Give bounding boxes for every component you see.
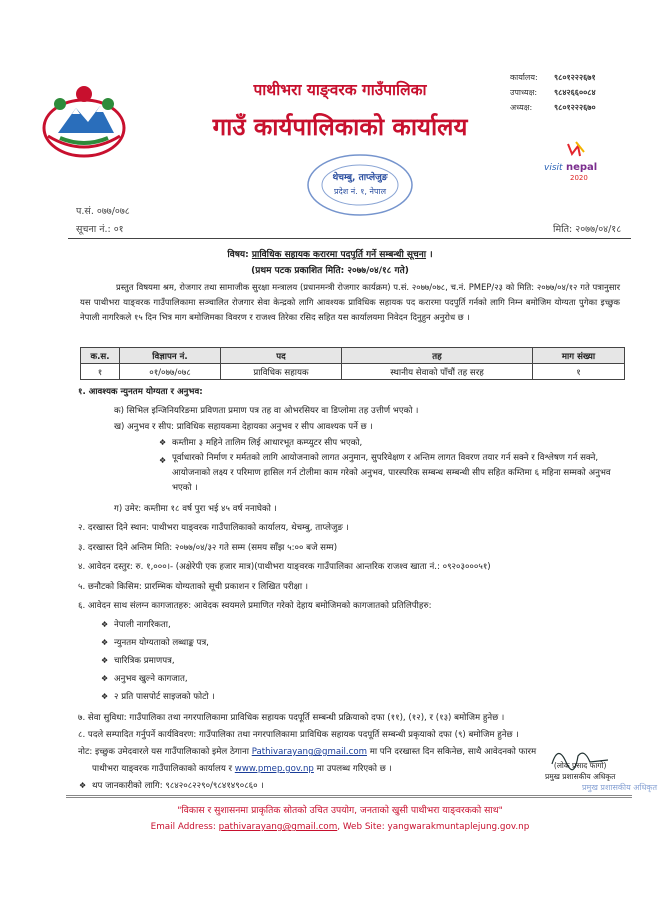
qualification-c: ग) उमेर: कम्तीमा १८ वर्ष पुरा भई ४५ वर्ष ननाघेको ।: [114, 504, 277, 514]
notice-number: सूचना नं.: ०१: [76, 224, 124, 235]
footer-contact: Email Address: pathivarayang@gmail.com, Web Site: yangwarakmuntaplejung.gov.np: [150, 822, 530, 832]
table-header: पद: [221, 348, 342, 364]
notice-date: मिति: २०७७/०४/१८: [553, 224, 622, 235]
notice-subject: विषय: प्राविधिक सहायक करारमा पदपुर्ति गर्ने सम्बन्धी सूचना ।: [227, 250, 433, 260]
website-link[interactable]: www.pmep.gov.np: [234, 764, 314, 774]
footer-website-link[interactable]: yangwarakmuntaplejung.gov.np: [387, 822, 530, 832]
signatory: [545, 760, 615, 782]
table-row: [81, 364, 625, 380]
service-benefits: ७. सेवा सुविधा: गाउँपालिका तथा नगरपालिकामा प्राविधिक सहायक पदपूर्ति सम्बन्धी प्रक्रियाको दफा (११), (१२), र (१३) बमोजिम हुनेछ ।: [78, 713, 505, 723]
footer-slogan: "विकास र सुशासनमा प्राकृतिक स्रोतको उचित उपयोग, जनताको खुसी पाथीभरा याङ्वरकको साथ": [177, 805, 503, 816]
diamond-bullet-icon: ❖: [101, 620, 109, 629]
job-description: ८. पदले सम्पादित गर्नुपर्ने कार्यविवरण: गाउँपालिका तथा नगरपालिकामा प्राविधिक सहायक पदपूर्ति सम्बन्धी प्रकृयाको दफा (९) बमोजिम हुनेछ ।: [78, 730, 519, 740]
office-stamp-icon: [300, 150, 420, 220]
svg-text:2020: 2020: [570, 174, 588, 182]
footer-divider: [66, 795, 632, 798]
diamond-bullet-icon: ❖: [101, 674, 109, 683]
table-cell: प्राविधिक सहायक: [221, 364, 342, 380]
table-header: क.स.: [81, 348, 120, 364]
diamond-bullet-icon: ❖: [101, 692, 109, 701]
qualification-a: क) सिभिल इन्जिनियरिङमा प्रविणता प्रमाण पत्र तह वा ओभरसियर वा डिप्लोमा तह उत्तीर्ण भएको ।: [114, 406, 419, 416]
selection-method: ५. छनौटको किसिम: प्रारम्भिक योग्यताको सूची प्रकाशन र लिखित परीक्षा ।: [78, 582, 309, 592]
table-cell: १: [81, 364, 120, 380]
email-link[interactable]: Pathivarayang@gmail.com: [251, 747, 367, 757]
list-item: ❖ चारित्रिक प्रमाणपत्र,: [101, 656, 175, 666]
fiscal-year: प.सं. ०७७/०७८: [76, 206, 130, 217]
publish-date-line: (प्रथम पटक प्रकाशित मिति: २०७७/०४/१८ गते): [251, 266, 409, 276]
svg-text:प्रदेश नं. १, नेपाल: प्रदेश नं. १, नेपाल: [333, 187, 387, 196]
qualification-title: १. आवश्यक न्युनतम योग्यता र अनुभव:: [78, 387, 203, 397]
table-cell: ०१/०७७/०७८: [120, 364, 221, 380]
diamond-bullet-icon: ❖: [159, 438, 167, 447]
application-fee: ४. आवेदन दस्तुर: रु. १,०००।- (अक्षेरेपी एक हजार मात्र)(पाथीभरा याङ्वरक गाउँपालिका आन्तरिक राजश्व खाता नं.: ०९२०३०००५१): [78, 562, 491, 572]
svg-text:थेचम्बु, ताप्लेजुङ: थेचम्बु, ताप्लेजुङ: [332, 173, 388, 183]
footer-stamp: प्रमुख प्रशासकीय अधिकृत: [582, 783, 658, 792]
list-item: ❖ पूर्वाधारको निर्माण र मर्मतको लागि आयोजनाको लागत अनुमान, सुपरिवेक्षण र अन्तिम लागत विवरण तयार गर्न सक्ने र विश्लेषण गर्न सक्ने, आयोजनाको लक्ष्य र परिमाण हासिल गर्न टोलीमा काम गरेको अनुभव, पारस्परिक सम्बन्ध सम्बन्धी सीप सहित कम्तिमा ६ महिना सम्मको अनुभव भएको ।: [159, 453, 611, 493]
diamond-bullet-icon: ❖: [101, 656, 109, 665]
list-item: ❖ २ प्रति पासपोर्ट साइजको फोटो ।: [101, 692, 215, 702]
application-deadline: ३. दरखास्त दिने अन्तिम मिति: २०७७/०४/३२ गते सम्म (समय साँझ ५:०० बजे सम्म): [78, 543, 338, 553]
table-header: विज्ञापन नं.: [120, 348, 221, 364]
list-item: ❖ नेपाली नागरिकता,: [101, 620, 171, 630]
required-documents: ६. आवेदन साथ संलग्न कागजातहरु: आवेदक स्वयमले प्रमाणित गरेको देहाय बमोजिमको कागजातको प्रतिलिपीहरु:: [78, 601, 432, 611]
list-item: ❖ न्युनतम योग्यताको लब्धाङ्क पत्र,: [101, 638, 209, 648]
header-divider: [68, 238, 631, 239]
table-header: माग संख्या: [533, 348, 625, 364]
note-line: नोट: इच्छुक उमेदवारले यस गाउँपालिकाको इमेल ठेगाना Pathivarayang@gmail.com मा पनि दरखास्त दिन सकिनेछ, साथै आवेदनको फारम: [78, 747, 537, 757]
office-title: गाउँ कार्यपालिकाको कार्यालय: [212, 113, 468, 141]
table-cell: स्थानीय सेवाको पाँचौं तह सरह: [342, 364, 533, 380]
table-cell: १: [533, 364, 625, 380]
application-place: २. दरखास्त दिने स्थान: पाथीभरा याङ्वरक गाउँपालिकाको कार्यालय, थेचम्बु, ताप्लेजुङ ।: [78, 523, 349, 533]
table-header: तह: [342, 348, 533, 364]
signatory-name: (लोक प्रसाद फागो): [553, 761, 607, 770]
list-item: ❖ थप जानकारीको लागि: ९८४२०८२२९०/९८४१४९०८६० ।: [79, 781, 264, 791]
nepal-emblem-icon: [38, 78, 130, 160]
municipality-name: पाथीभरा याङ्वरक गाउँपालिका: [253, 81, 427, 99]
table-header-row: [81, 348, 625, 364]
list-item: ❖ कम्तीमा ३ महिने तालिम लिई आधारभूत कम्प्युटर सीप भएको,: [159, 438, 363, 448]
contact-row: कार्यालय: ९८०१२२२६७१: [510, 73, 596, 82]
svg-text:visit: visit: [544, 163, 563, 173]
diamond-bullet-icon: ❖: [79, 781, 87, 790]
qualification-b: ख) अनुभव र सीप: प्राविधिक सहायकमा देहायका अनुभव र सीप आवश्यक पर्ने छ ।: [114, 422, 373, 432]
intro-paragraph: प्रस्तुत विषयमा श्रम, रोजगार तथा सामाजीक सुरक्षा मन्त्रालय (प्रधानमन्त्री रोजगार कार्यक्रम) प.सं. २०७७/०७८, च.नं. PMEP/२३ को मिति: २०७७/०४/१२ गते पत्रानुसार यस पाथीभरा याङ्वरक गाउँपालिकामा सञ्चालित रोजगार सेवा केन्द्रको लागि आवश्यक प्राविधिक सहायक पद करारमा पदपुर्ति गर्नको लागि निम्न बमोजिम योग्यता पुगेका इच्छुक नेपाली नागरिकले १५ दिन भित्र माग बमोजिमका विवरण र राजश्व तिरेका रसिद सहित यस कार्यालयमा निवेदन दिनुहुन अनुरोध छ ।: [80, 282, 620, 322]
contact-row: उपाध्यक्ष: ९८४२६६००८४: [510, 88, 596, 97]
vacancy-table: [80, 347, 625, 380]
contact-row: अध्यक्ष: ९८०१२२२६७०: [510, 103, 596, 112]
contact-numbers: [510, 70, 596, 115]
signatory-title: प्रमुख प्रशासकीय अधिकृत: [545, 772, 616, 781]
visit-nepal-logo-icon: [538, 140, 608, 185]
svg-text:nepal: nepal: [566, 162, 598, 173]
note-line: पाथीभरा याङ्वरक गाउँपालिकाको कार्यालय र www.pmep.gov.np मा उपलब्ध गरिएको छ ।: [92, 764, 392, 774]
diamond-bullet-icon: ❖: [101, 638, 109, 647]
diamond-bullet-icon: ❖: [159, 456, 167, 465]
footer-email-link[interactable]: pathivarayang@gmail.com: [218, 822, 338, 832]
list-item: ❖ अनुभव खुल्ने कागजात,: [101, 674, 188, 684]
